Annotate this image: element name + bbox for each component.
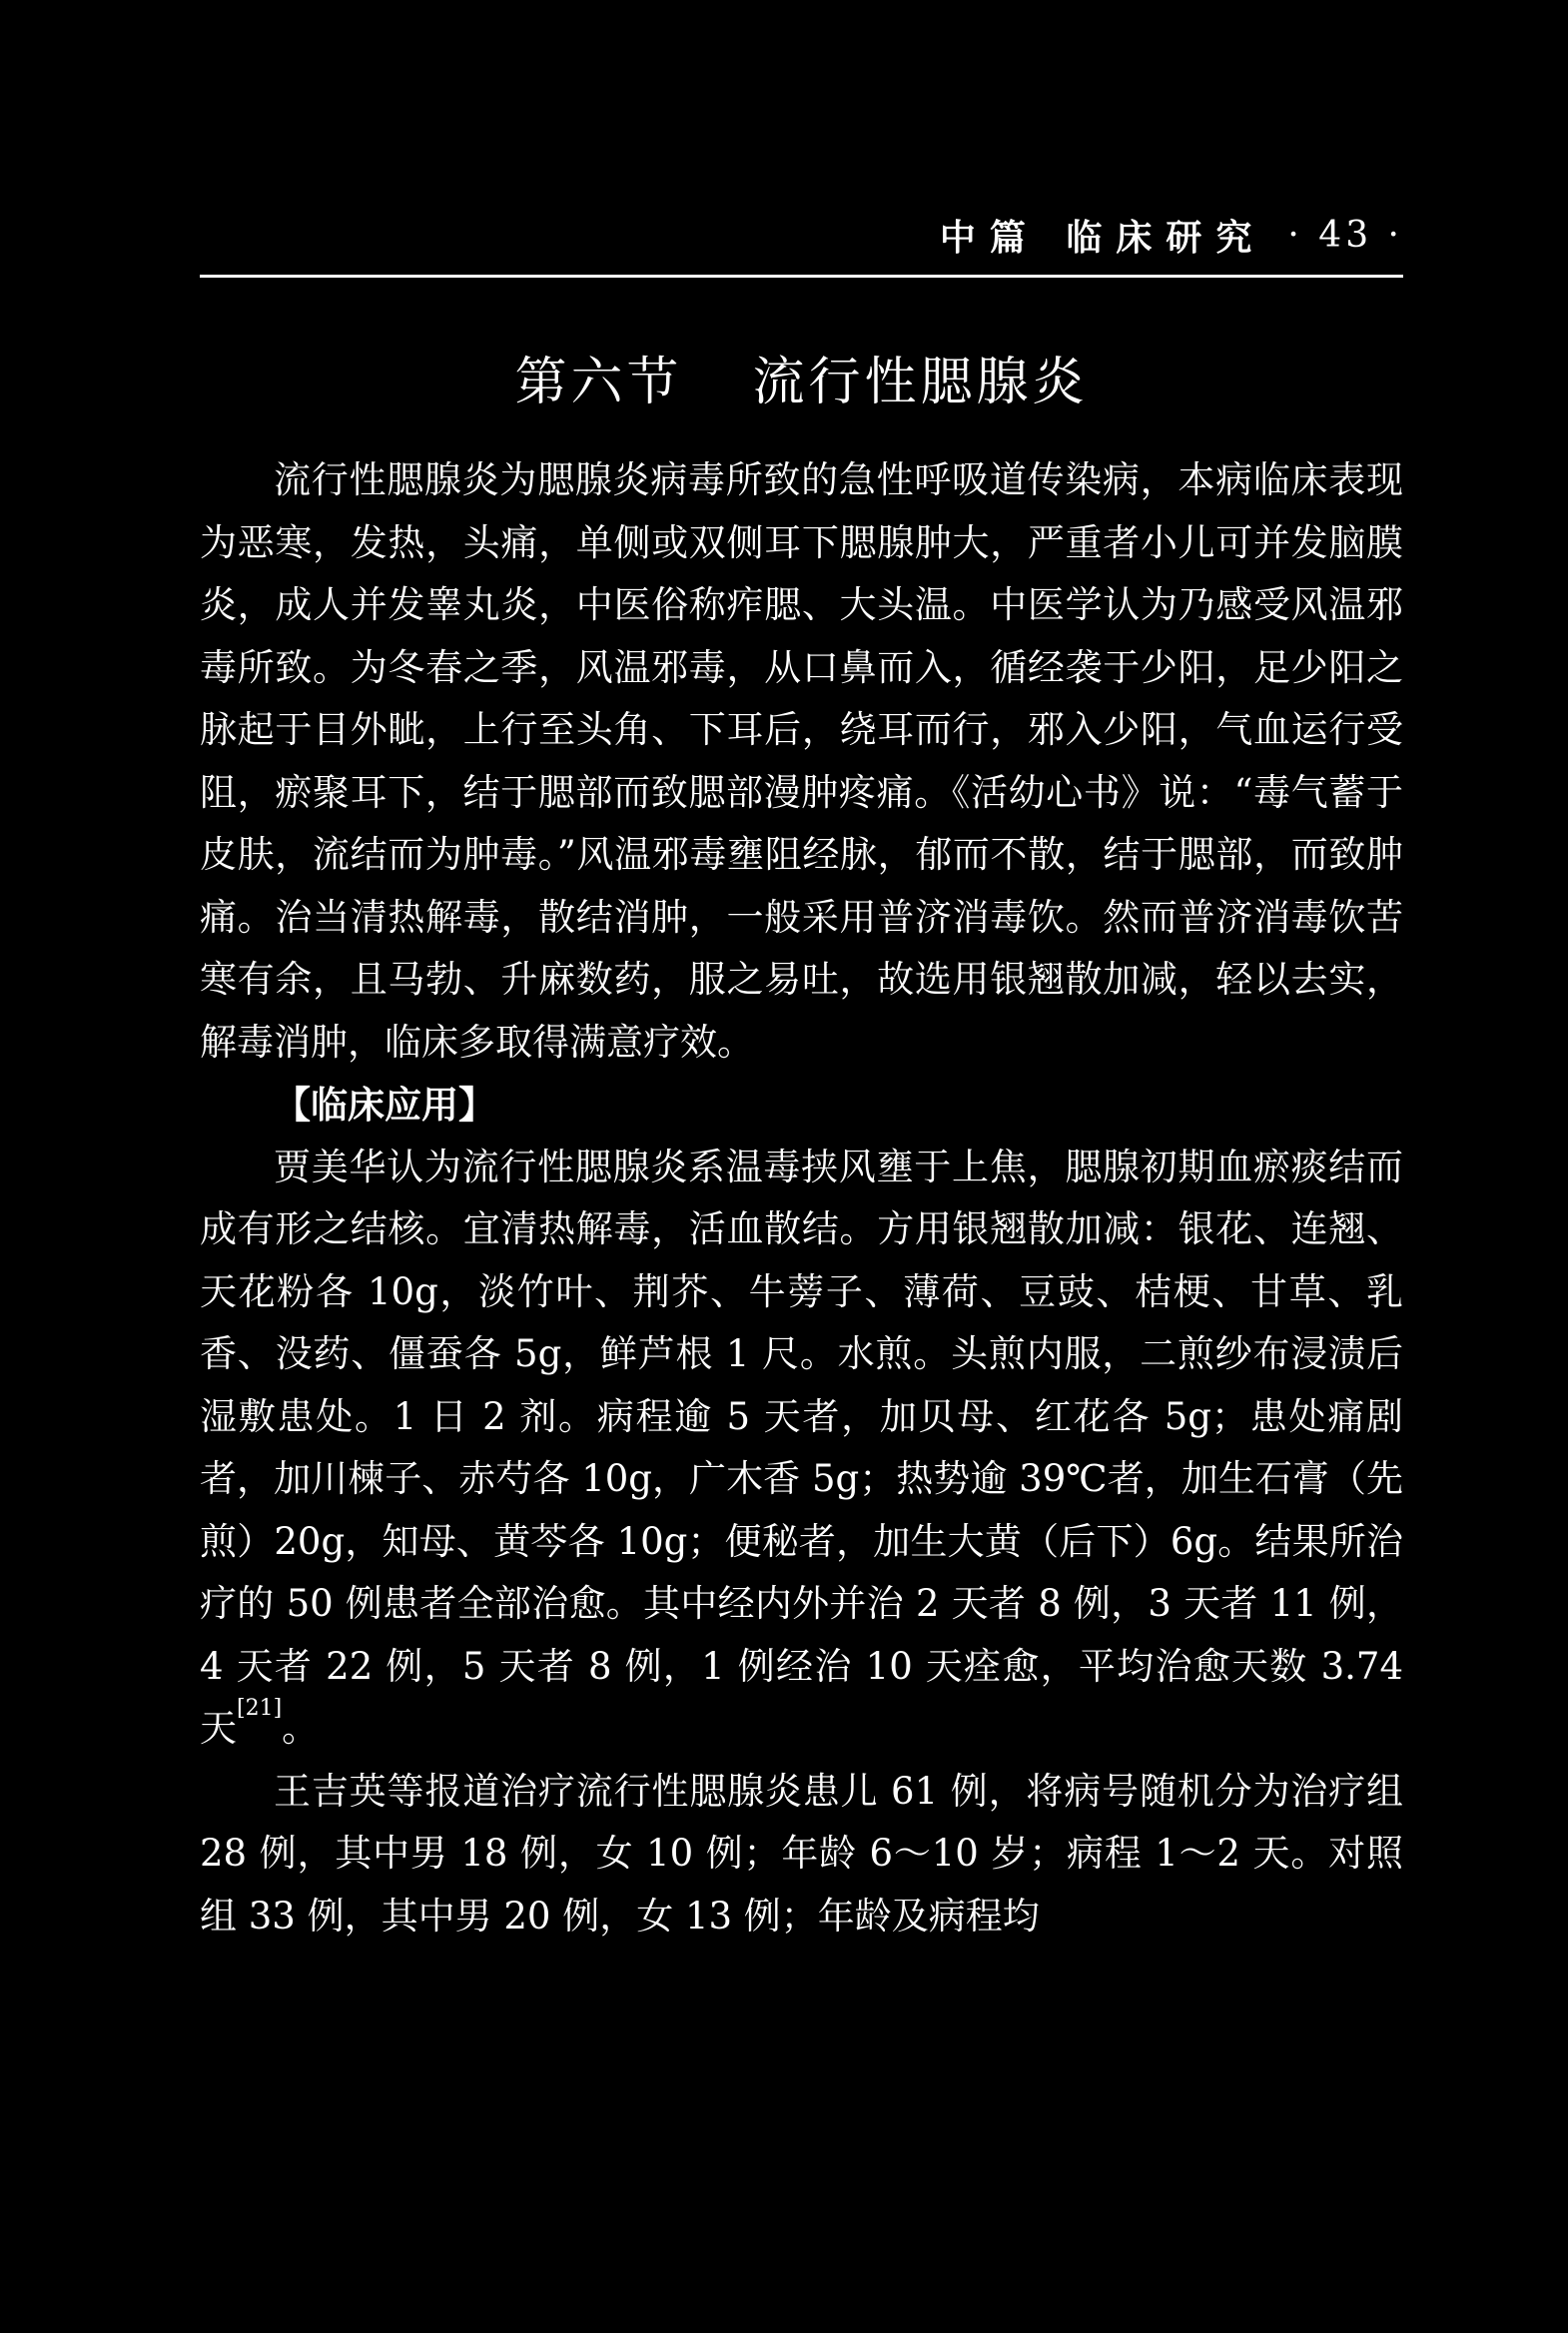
section-number: 第六节 xyxy=(514,353,683,412)
clinical-application-heading: 【临床应用】 xyxy=(274,1083,495,1127)
running-header xyxy=(200,205,1403,265)
case-paragraph-1 xyxy=(200,1137,1403,1761)
page-number: · 43 · xyxy=(1287,214,1403,256)
citation-ref: [21] xyxy=(237,1696,283,1721)
intro-paragraph: 流行性腮腺炎为腮腺炎病毒所致的急性呼吸道传染病，本病临床表现为恶寒，发热，头痛，单侧或双侧耳下腮腺肿大，严重者小儿可并发脑膜炎，成人并发睾丸炎，中医俗称痄腮、大头温。中医学认为乃感受风温邪毒所致。为冬春之季，风温邪毒，从口鼻而入，循经袭于少阳，足少阳之脉起于目外眦，上行至头角、下耳后，绕耳而行，邪入少阳，气血运行受阻，瘀聚耳下，结于腮部而致腮部漫肿疼痛。《活幼心书》说：“毒气蓄于皮肤，流结而为肿毒。”风温邪毒壅阻经脉，郁而不散，结于腮部，而致肿痛。治当清热解毒，散结消肿，一般采用普济消毒饮。然而普济消毒饮苦寒有余，且马勃、升麻数药，服之易吐，故选用银翘散加减，轻以去实，解毒消肿，临床多取得满意疗效。 xyxy=(200,458,1403,1064)
section-name: 流行性腮腺炎 xyxy=(752,353,1089,412)
case-paragraph-1-end: 。 xyxy=(282,1707,320,1750)
journal-title: 中篇 临床研究 xyxy=(939,216,1266,259)
header-divider xyxy=(200,275,1403,278)
case-paragraph-1-text: 贾美华认为流行性腮腺炎系温毒挟风壅于上焦，腮腺初期血瘀痰结而成有形之结核。宜清热解毒，活血散结。方用银翘散加减：银花、连翘、天花粉各 10g，淡竹叶、荆芥、牛蒡子、薄荷、豆豉、桔梗、甘草、乳香、没药、僵蚕各 5g，鲜芦根 1 尺。水煎。头煎内服，二煎纱布浸渍后湿敷患处。1 日 2 剂。病程逾 5 天者，加贝母、红花各 5g；患处痛剧者，加川楝子、赤芍各 10g，广木香 5g；热势逾 39℃者，加生石膏（先煎）20g，知母、黄芩各 10g；便秘者，加生大黄（后下）6g。结果所治疗的 50 例患者全部治愈。其中经内外并治 2 天者 8 例，3 天者 11 例，4 天者 22 例，5 天者 8 例，1 例经治 10 天痊愈，平均治愈天数 3.74 天 xyxy=(200,1145,1403,1750)
section-title xyxy=(200,340,1403,414)
body-text xyxy=(200,449,1403,1947)
case-paragraph-2: 王吉英等报道治疗流行性腮腺炎患儿 61 例，将病号随机分为治疗组 28 例，其中男 18 例，女 10 例；年龄 6～10 岁；病程 1～2 天。对照组 33 例，其中男 20 例，女 13 例；年龄及病程均 xyxy=(200,1769,1403,1938)
